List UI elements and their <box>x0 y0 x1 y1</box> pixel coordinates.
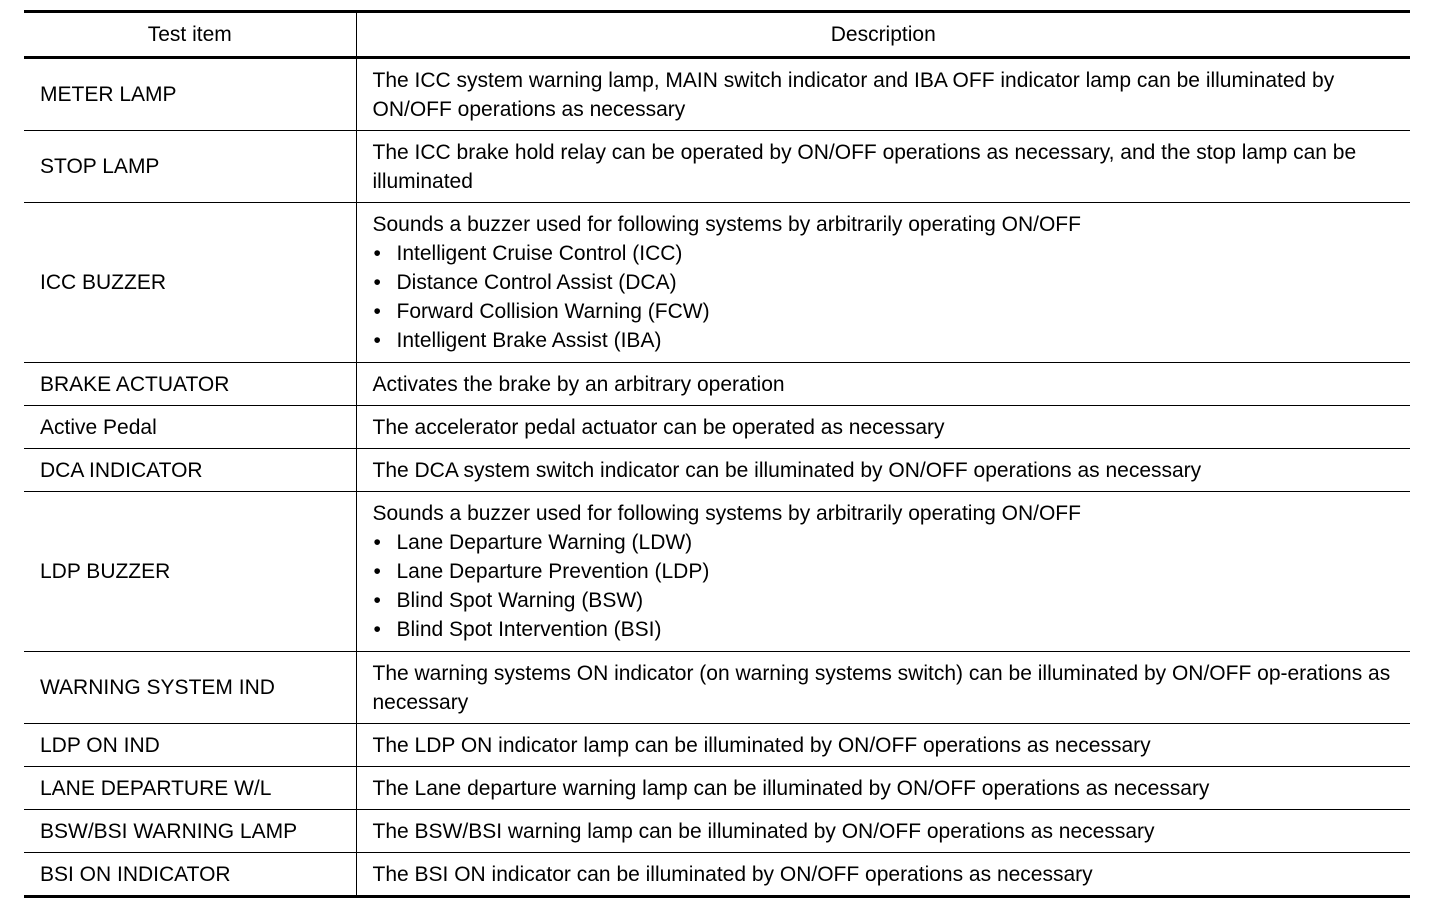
table-row <box>24 363 1410 406</box>
system-list-item: • Blind Spot Intervention (BSI) <box>373 615 1403 644</box>
test-item-cell: BSW/BSI WARNING LAMP <box>24 810 356 853</box>
table-row <box>24 203 1410 363</box>
description-cell <box>356 203 1410 363</box>
header-row <box>24 12 1410 58</box>
table-row <box>24 853 1410 897</box>
table-row <box>24 449 1410 492</box>
description-text: The accelerator pedal actuator can be operated as necessary <box>372 415 945 439</box>
system-list-item: • Lane Departure Prevention (LDP) <box>373 557 1403 586</box>
description-text: The warning systems ON indicator (on warning systems switch) can be illuminated by ON/OFF op-erations as necessary <box>372 661 1391 714</box>
header-test-item: Test item <box>24 12 356 58</box>
description-text: The ICC system warning lamp, MAIN switch indicator and IBA OFF indicator lamp can be illuminated by ON/OFF operations as necessary <box>372 68 1335 121</box>
description-cell <box>356 406 1410 449</box>
table-row <box>24 58 1410 131</box>
header-description: Description <box>356 12 1410 58</box>
test-item-cell: LANE DEPARTURE W/L <box>24 767 356 810</box>
description-text: Sounds a buzzer used for following systems by arbitrarily operating ON/OFF <box>372 502 1081 525</box>
description-text: Activates the brake by an arbitrary operation <box>372 372 785 396</box>
table-row <box>24 492 1410 652</box>
description-cell <box>356 652 1410 724</box>
description-text: The DCA system switch indicator can be illuminated by ON/OFF operations as necessary <box>372 458 1202 482</box>
description-text: The LDP ON indicator lamp can be illuminated by ON/OFF operations as necessary <box>372 733 1151 757</box>
table-row <box>24 652 1410 724</box>
description-cell <box>356 492 1410 652</box>
description-cell <box>356 810 1410 853</box>
description-cell <box>356 449 1410 492</box>
description-text: The BSI ON indicator can be illuminated by ON/OFF operations as necessary <box>372 862 1093 886</box>
description-cell <box>356 853 1410 897</box>
test-item-cell: Active Pedal <box>24 406 356 449</box>
table-row <box>24 724 1410 767</box>
system-list-item: • Forward Collision Warning (FCW) <box>373 297 1403 326</box>
description-cell <box>356 724 1410 767</box>
description-cell <box>356 131 1410 203</box>
test-item-cell: DCA INDICATOR <box>24 449 356 492</box>
table-body <box>24 58 1410 897</box>
system-list-item: • Distance Control Assist (DCA) <box>373 268 1403 297</box>
table-row <box>24 810 1410 853</box>
table-row <box>24 131 1410 203</box>
description-text: Sounds a buzzer used for following systems by arbitrarily operating ON/OFF <box>372 213 1081 236</box>
description-cell <box>356 58 1410 131</box>
system-list-item: • Blind Spot Warning (BSW) <box>373 586 1403 615</box>
test-item-cell: LDP ON IND <box>24 724 356 767</box>
system-list-item: • Intelligent Brake Assist (IBA) <box>373 326 1403 355</box>
table-row <box>24 767 1410 810</box>
system-list-item: • Intelligent Cruise Control (ICC) <box>373 239 1403 268</box>
test-item-cell: ICC BUZZER <box>24 203 356 363</box>
test-item-cell: WARNING SYSTEM IND <box>24 652 356 724</box>
description-text: The BSW/BSI warning lamp can be illuminated by ON/OFF operations as necessary <box>372 819 1155 843</box>
system-list <box>373 528 1403 644</box>
system-list-item: • Lane Departure Warning (LDW) <box>373 528 1403 557</box>
test-item-cell: BRAKE ACTUATOR <box>24 363 356 406</box>
description-text: The Lane departure warning lamp can be illuminated by ON/OFF operations as necessary <box>372 776 1210 800</box>
test-item-cell: STOP LAMP <box>24 131 356 203</box>
description-cell <box>356 363 1410 406</box>
table-row <box>24 406 1410 449</box>
test-item-table-container <box>24 10 1410 898</box>
test-item-cell: METER LAMP <box>24 58 356 131</box>
test-item-cell: BSI ON INDICATOR <box>24 853 356 897</box>
table-header <box>24 12 1410 58</box>
test-item-table <box>24 10 1410 898</box>
description-cell <box>356 767 1410 810</box>
test-item-cell: LDP BUZZER <box>24 492 356 652</box>
description-text: The ICC brake hold relay can be operated by ON/OFF operations as necessary, and the stop lamp can be illuminated <box>372 140 1357 193</box>
system-list <box>373 239 1403 355</box>
